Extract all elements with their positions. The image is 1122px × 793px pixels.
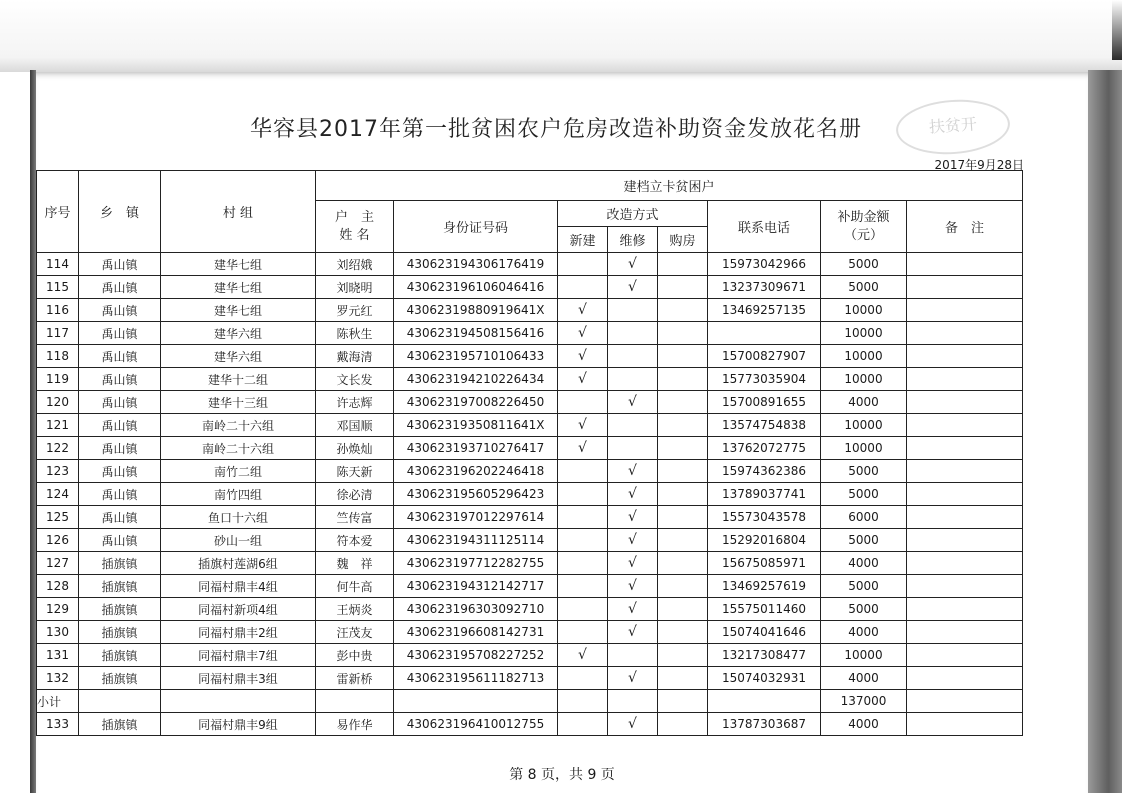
cell-amount: 5000 <box>821 598 907 621</box>
cell-village: 鱼口十六组 <box>161 506 316 529</box>
cell-amount: 5000 <box>821 253 907 276</box>
cell-purchase <box>658 575 708 598</box>
cell-village: 南岭二十六组 <box>161 437 316 460</box>
cell-remark <box>907 299 1023 322</box>
table-row <box>37 368 1023 391</box>
cell-seq: 131 <box>37 644 79 667</box>
table-row <box>37 322 1023 345</box>
cell-seq: 130 <box>37 621 79 644</box>
cell-remark <box>907 437 1023 460</box>
cell-id-number: 430623196608142731 <box>394 621 558 644</box>
cell-new-build <box>558 460 608 483</box>
table-row <box>37 437 1023 460</box>
cell-householder: 陈天新 <box>316 460 394 483</box>
cell-phone: 15773035904 <box>708 368 821 391</box>
header-repair: 维修 <box>608 227 658 253</box>
cell-repair <box>608 437 658 460</box>
table-body <box>37 253 1023 736</box>
cell-householder: 徐必清 <box>316 483 394 506</box>
cell-new-build <box>558 690 608 713</box>
cell-phone: 13574754838 <box>708 414 821 437</box>
cell-amount: 10000 <box>821 437 907 460</box>
cell-village: 南竹二组 <box>161 460 316 483</box>
cell-repair: √ <box>608 552 658 575</box>
cell-phone: 15973042966 <box>708 253 821 276</box>
scan-artifact <box>1112 0 1122 60</box>
cell-phone: 13469257619 <box>708 575 821 598</box>
cell-village: 南岭二十六组 <box>161 414 316 437</box>
cell-repair: √ <box>608 506 658 529</box>
cell-householder: 刘晓明 <box>316 276 394 299</box>
cell-householder: 许志辉 <box>316 391 394 414</box>
cell-purchase <box>658 713 708 736</box>
cell-remark <box>907 253 1023 276</box>
header-method: 改造方式 <box>558 201 708 227</box>
cell-amount: 5000 <box>821 460 907 483</box>
cell-purchase <box>658 644 708 667</box>
cell-purchase <box>658 276 708 299</box>
cell-repair: √ <box>608 575 658 598</box>
cell-id-number: 430623196106046416 <box>394 276 558 299</box>
cell-new-build <box>558 391 608 414</box>
cell-amount: 4000 <box>821 391 907 414</box>
cell-purchase <box>658 667 708 690</box>
cell-repair: √ <box>608 483 658 506</box>
cell-town: 禹山镇 <box>79 322 161 345</box>
cell-remark <box>907 575 1023 598</box>
cell-repair: √ <box>608 598 658 621</box>
cell-new-build <box>558 483 608 506</box>
cell-amount: 5000 <box>821 483 907 506</box>
cell-id-number: 430623197008226450 <box>394 391 558 414</box>
cell-id-number: 430623196202246418 <box>394 460 558 483</box>
cell-householder: 陈秋生 <box>316 322 394 345</box>
cell-id-number: 430623197012297614 <box>394 506 558 529</box>
cell-village: 插旗村莲湖6组 <box>161 552 316 575</box>
cell-new-build: √ <box>558 345 608 368</box>
cell-seq: 126 <box>37 529 79 552</box>
cell-repair <box>608 644 658 667</box>
cell-seq: 123 <box>37 460 79 483</box>
cell-remark <box>907 322 1023 345</box>
header-phone: 联系电话 <box>708 201 821 253</box>
cell-village: 建华七组 <box>161 253 316 276</box>
cell-village: 建华十二组 <box>161 368 316 391</box>
document-page <box>36 72 1088 793</box>
cell-village: 砂山一组 <box>161 529 316 552</box>
cell-id-number <box>394 690 558 713</box>
cell-town: 禹山镇 <box>79 299 161 322</box>
cell-amount: 10000 <box>821 644 907 667</box>
cell-new-build <box>558 506 608 529</box>
cell-householder: 刘绍娥 <box>316 253 394 276</box>
cell-purchase <box>658 391 708 414</box>
cell-village: 同福村鼎丰3组 <box>161 667 316 690</box>
table-row <box>37 460 1023 483</box>
scan-top-margin <box>0 0 1122 72</box>
cell-purchase <box>658 414 708 437</box>
cell-householder: 戴海清 <box>316 345 394 368</box>
cell-amount: 10000 <box>821 322 907 345</box>
cell-householder: 何牛高 <box>316 575 394 598</box>
cell-seq: 122 <box>37 437 79 460</box>
cell-new-build <box>558 552 608 575</box>
cell-id-number: 430623194508156416 <box>394 322 558 345</box>
cell-seq: 120 <box>37 391 79 414</box>
cell-id-number: 430623195708227252 <box>394 644 558 667</box>
cell-purchase <box>658 690 708 713</box>
cell-seq: 128 <box>37 575 79 598</box>
table-row <box>37 621 1023 644</box>
table-row <box>37 667 1023 690</box>
cell-amount: 137000 <box>821 690 907 713</box>
cell-id-number: 430623197712282755 <box>394 552 558 575</box>
cell-purchase <box>658 437 708 460</box>
header-town: 乡 镇 <box>79 171 161 253</box>
scan-right-shadow <box>1088 70 1122 793</box>
cell-householder <box>316 690 394 713</box>
cell-purchase <box>658 345 708 368</box>
cell-purchase <box>658 299 708 322</box>
cell-seq: 119 <box>37 368 79 391</box>
cell-amount: 10000 <box>821 299 907 322</box>
table-row <box>37 598 1023 621</box>
cell-id-number: 430623196303092710 <box>394 598 558 621</box>
cell-remark <box>907 368 1023 391</box>
cell-repair: √ <box>608 621 658 644</box>
cell-village: 南竹四组 <box>161 483 316 506</box>
cell-repair: √ <box>608 713 658 736</box>
cell-phone: 13217308477 <box>708 644 821 667</box>
cell-purchase <box>658 529 708 552</box>
cell-new-build <box>558 667 608 690</box>
cell-remark <box>907 690 1023 713</box>
table-row <box>37 391 1023 414</box>
cell-town: 插旗镇 <box>79 575 161 598</box>
header-remark: 备 注 <box>907 201 1023 253</box>
cell-purchase <box>658 483 708 506</box>
header-purchase: 购房 <box>658 227 708 253</box>
cell-phone: 15675085971 <box>708 552 821 575</box>
cell-town: 禹山镇 <box>79 414 161 437</box>
cell-remark <box>907 345 1023 368</box>
cell-seq: 133 <box>37 713 79 736</box>
table-row <box>37 552 1023 575</box>
cell-seq: 115 <box>37 276 79 299</box>
cell-phone: 13787303687 <box>708 713 821 736</box>
cell-new-build: √ <box>558 322 608 345</box>
header-id-number: 身份证号码 <box>394 201 558 253</box>
cell-phone: 13762072775 <box>708 437 821 460</box>
cell-village: 同福村新项4组 <box>161 598 316 621</box>
cell-repair: √ <box>608 253 658 276</box>
cell-phone: 13789037741 <box>708 483 821 506</box>
cell-seq: 127 <box>37 552 79 575</box>
cell-id-number: 430623196410012755 <box>394 713 558 736</box>
cell-repair <box>608 322 658 345</box>
cell-repair <box>608 345 658 368</box>
cell-seq: 114 <box>37 253 79 276</box>
cell-repair <box>608 414 658 437</box>
page-number-footer: 第 8 页，共 9 页 <box>509 767 615 783</box>
cell-village: 建华七组 <box>161 276 316 299</box>
cell-new-build <box>558 713 608 736</box>
cell-town: 禹山镇 <box>79 437 161 460</box>
cell-purchase <box>658 552 708 575</box>
cell-new-build <box>558 253 608 276</box>
cell-remark <box>907 713 1023 736</box>
table-row <box>37 414 1023 437</box>
cell-id-number: 430623194311125114 <box>394 529 558 552</box>
cell-id-number: 43062319350811641X <box>394 414 558 437</box>
cell-repair: √ <box>608 460 658 483</box>
cell-remark <box>907 552 1023 575</box>
document-date: 2017年9月28日 <box>934 158 1024 172</box>
cell-purchase <box>658 460 708 483</box>
cell-householder: 彭中贵 <box>316 644 394 667</box>
cell-village: 建华七组 <box>161 299 316 322</box>
table-row <box>37 644 1023 667</box>
cell-town: 插旗镇 <box>79 644 161 667</box>
header-new-build: 新建 <box>558 227 608 253</box>
cell-town: 禹山镇 <box>79 345 161 368</box>
cell-repair: √ <box>608 667 658 690</box>
cell-householder: 符本爱 <box>316 529 394 552</box>
cell-remark <box>907 391 1023 414</box>
cell-town: 插旗镇 <box>79 598 161 621</box>
header-group: 建档立卡贫困户 <box>316 171 1023 201</box>
cell-repair: √ <box>608 529 658 552</box>
cell-amount: 10000 <box>821 414 907 437</box>
cell-seq: 118 <box>37 345 79 368</box>
cell-purchase <box>658 253 708 276</box>
cell-phone: 15575011460 <box>708 598 821 621</box>
cell-seq: 132 <box>37 667 79 690</box>
table-row <box>37 345 1023 368</box>
cell-id-number: 430623194306176419 <box>394 253 558 276</box>
header-amount: 补助金额 （元） <box>821 201 907 253</box>
cell-remark <box>907 483 1023 506</box>
cell-new-build: √ <box>558 414 608 437</box>
cell-town: 插旗镇 <box>79 713 161 736</box>
cell-town: 禹山镇 <box>79 529 161 552</box>
cell-new-build <box>558 529 608 552</box>
cell-repair: √ <box>608 391 658 414</box>
table-row <box>37 529 1023 552</box>
cell-new-build <box>558 598 608 621</box>
table-row <box>37 483 1023 506</box>
cell-householder: 汪茂友 <box>316 621 394 644</box>
table-row <box>37 253 1023 276</box>
cell-town: 插旗镇 <box>79 667 161 690</box>
cell-phone: 15074032931 <box>708 667 821 690</box>
cell-householder: 文长发 <box>316 368 394 391</box>
cell-purchase <box>658 322 708 345</box>
cell-householder: 魏 祥 <box>316 552 394 575</box>
cell-town: 禹山镇 <box>79 506 161 529</box>
header-seq: 序号 <box>37 171 79 253</box>
table-row <box>37 575 1023 598</box>
cell-amount: 10000 <box>821 345 907 368</box>
table-row <box>37 713 1023 736</box>
cell-new-build <box>558 276 608 299</box>
cell-new-build: √ <box>558 644 608 667</box>
cell-new-build <box>558 621 608 644</box>
cell-householder: 易作华 <box>316 713 394 736</box>
cell-seq: 117 <box>37 322 79 345</box>
cell-phone <box>708 690 821 713</box>
cell-village: 同福村鼎丰9组 <box>161 713 316 736</box>
cell-remark <box>907 667 1023 690</box>
official-stamp: 扶贫开 <box>894 96 1011 158</box>
cell-seq: 121 <box>37 414 79 437</box>
table-row <box>37 276 1023 299</box>
cell-new-build: √ <box>558 437 608 460</box>
cell-town: 插旗镇 <box>79 552 161 575</box>
cell-purchase <box>658 368 708 391</box>
table-row <box>37 506 1023 529</box>
cell-remark <box>907 621 1023 644</box>
cell-purchase <box>658 506 708 529</box>
cell-village: 同福村鼎丰4组 <box>161 575 316 598</box>
cell-id-number: 430623194210226434 <box>394 368 558 391</box>
cell-new-build: √ <box>558 299 608 322</box>
cell-id-number: 430623195710106433 <box>394 345 558 368</box>
cell-repair: √ <box>608 276 658 299</box>
cell-amount: 10000 <box>821 368 907 391</box>
cell-amount: 5000 <box>821 276 907 299</box>
cell-village: 建华六组 <box>161 322 316 345</box>
header-householder: 户 主 姓 名 <box>316 201 394 253</box>
cell-householder: 邓国顺 <box>316 414 394 437</box>
cell-town: 禹山镇 <box>79 276 161 299</box>
cell-remark <box>907 644 1023 667</box>
cell-amount: 6000 <box>821 506 907 529</box>
cell-phone: 15974362386 <box>708 460 821 483</box>
cell-repair <box>608 368 658 391</box>
cell-purchase <box>658 621 708 644</box>
cell-village: 建华六组 <box>161 345 316 368</box>
cell-remark <box>907 598 1023 621</box>
cell-householder: 竺传富 <box>316 506 394 529</box>
cell-phone: 15292016804 <box>708 529 821 552</box>
cell-amount: 5000 <box>821 575 907 598</box>
cell-householder: 雷新桥 <box>316 667 394 690</box>
cell-phone: 15074041646 <box>708 621 821 644</box>
cell-village: 同福村鼎丰7组 <box>161 644 316 667</box>
cell-village: 建华十三组 <box>161 391 316 414</box>
cell-amount: 4000 <box>821 552 907 575</box>
cell-remark <box>907 506 1023 529</box>
cell-town <box>79 690 161 713</box>
cell-id-number: 430623195611182713 <box>394 667 558 690</box>
cell-phone: 13469257135 <box>708 299 821 322</box>
cell-town: 禹山镇 <box>79 253 161 276</box>
cell-seq: 124 <box>37 483 79 506</box>
table-row <box>37 690 1023 713</box>
cell-householder: 孙焕灿 <box>316 437 394 460</box>
cell-seq: 125 <box>37 506 79 529</box>
cell-repair <box>608 690 658 713</box>
cell-seq: 小计 <box>37 690 79 713</box>
cell-remark <box>907 529 1023 552</box>
cell-householder: 王炳炎 <box>316 598 394 621</box>
cell-id-number: 430623195605296423 <box>394 483 558 506</box>
cell-village: 同福村鼎丰2组 <box>161 621 316 644</box>
page-title: 华容县2017年第一批贫困农户危房改造补助资金发放花名册 <box>250 117 862 142</box>
cell-amount: 4000 <box>821 667 907 690</box>
cell-town: 插旗镇 <box>79 621 161 644</box>
cell-repair <box>608 299 658 322</box>
cell-town: 禹山镇 <box>79 368 161 391</box>
cell-amount: 4000 <box>821 621 907 644</box>
cell-remark <box>907 414 1023 437</box>
cell-amount: 5000 <box>821 529 907 552</box>
cell-remark <box>907 276 1023 299</box>
cell-phone: 13237309671 <box>708 276 821 299</box>
cell-new-build: √ <box>558 368 608 391</box>
cell-new-build <box>558 575 608 598</box>
cell-id-number: 430623194312142717 <box>394 575 558 598</box>
cell-town: 禹山镇 <box>79 460 161 483</box>
cell-id-number: 43062319880919641X <box>394 299 558 322</box>
cell-village <box>161 690 316 713</box>
cell-phone: 15700891655 <box>708 391 821 414</box>
subsidy-roster-table <box>36 170 1023 736</box>
cell-amount: 4000 <box>821 713 907 736</box>
cell-phone: 15573043578 <box>708 506 821 529</box>
cell-remark <box>907 460 1023 483</box>
cell-householder: 罗元红 <box>316 299 394 322</box>
table-row <box>37 299 1023 322</box>
cell-id-number: 430623193710276417 <box>394 437 558 460</box>
cell-phone <box>708 322 821 345</box>
header-village: 村 组 <box>161 171 316 253</box>
cell-seq: 116 <box>37 299 79 322</box>
cell-seq: 129 <box>37 598 79 621</box>
cell-phone: 15700827907 <box>708 345 821 368</box>
cell-town: 禹山镇 <box>79 391 161 414</box>
cell-purchase <box>658 598 708 621</box>
cell-town: 禹山镇 <box>79 483 161 506</box>
